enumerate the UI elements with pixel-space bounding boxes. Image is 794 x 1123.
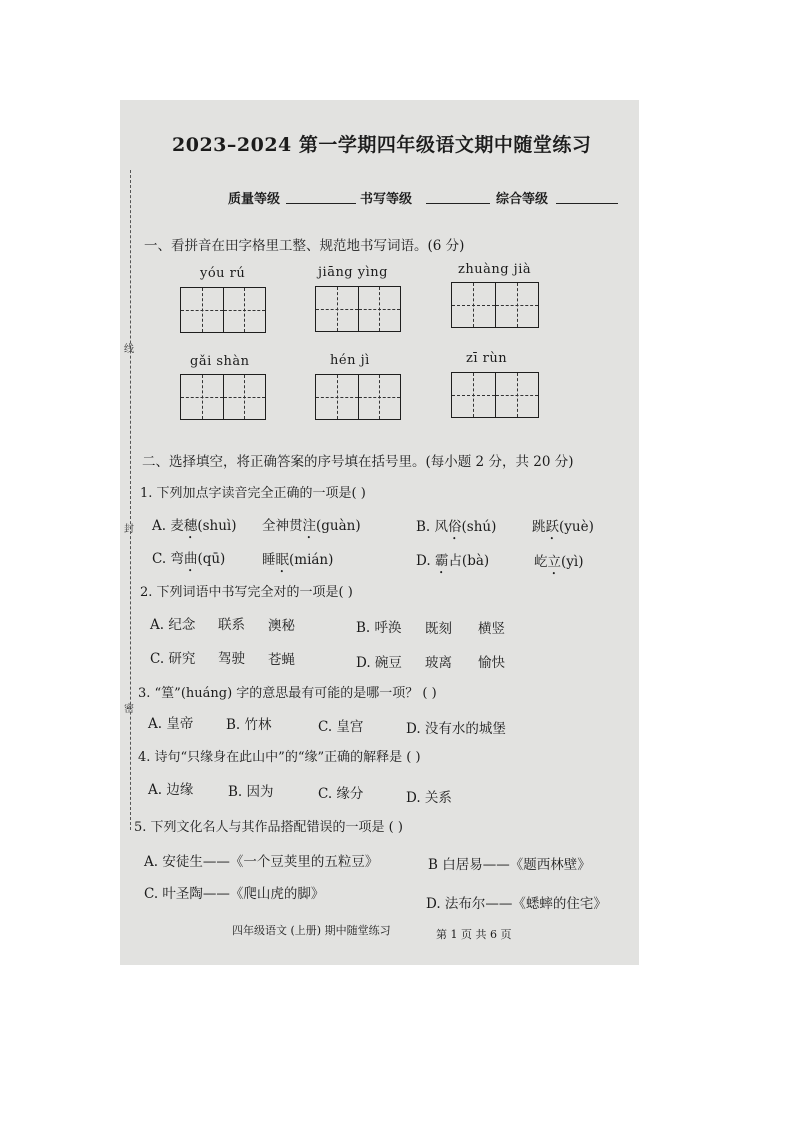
question-1: 1. 下列加点字读音完全正确的一项是( ) [140, 486, 366, 501]
q1-option-c1-suffix: (qū) [197, 551, 226, 567]
q3-option-d[interactable]: D. 没有水的城堡 [406, 721, 506, 737]
q2-option-d-word2: 玻离 [425, 655, 452, 671]
q2-option-b-word2: 既刻 [425, 621, 452, 637]
q1-option-a2-suffix: (guàn) [316, 518, 361, 534]
q1-option-b1-prefix: B. 风 [416, 519, 449, 535]
q2-option-d-word1[interactable]: D. 碗豆 [356, 655, 402, 671]
q1-option-b1[interactable] [416, 515, 496, 543]
binding-mark-line: 线 [124, 344, 134, 355]
q1-option-a1-suffix: (shuì) [197, 518, 237, 534]
q3-option-a[interactable]: A. 皇帝 [148, 716, 194, 732]
pinyin-word-6: zī rùn [466, 351, 508, 366]
quality-grade-blank[interactable] [286, 189, 356, 204]
q5-option-d[interactable]: D. 法布尔——《蟋蟀的住宅》 [426, 896, 607, 912]
q4-option-c[interactable]: C. 缘分 [318, 786, 364, 802]
q1-option-d2-dotted: 立 [547, 554, 561, 570]
q1-option-c2-dotted: 眠 [275, 552, 289, 568]
q2-option-a-word1[interactable]: A. 纪念 [150, 617, 196, 633]
exam-page [120, 100, 639, 965]
q3-option-c[interactable]: C. 皇宫 [318, 719, 364, 735]
q1-option-a1-prefix: A. 麦 [152, 518, 184, 534]
q5-option-a[interactable]: A. 安徒生——《一个豆荚里的五粒豆》 [144, 854, 379, 870]
writing-grid-1[interactable] [180, 287, 266, 333]
writing-grid-3[interactable] [451, 282, 539, 328]
q1-option-c2-prefix: 睡 [262, 552, 276, 568]
q1-option-a2-dotted: 注 [302, 518, 316, 534]
footer-page-number: 第 1 页 共 6 页 [436, 928, 512, 941]
q4-option-a[interactable]: A. 边缘 [148, 782, 194, 798]
q1-option-b2-suffix: (yuè) [559, 519, 594, 535]
q2-option-c-word2: 驾驶 [218, 651, 245, 667]
q5-option-b[interactable]: B 白居易——《题西林壁》 [428, 857, 591, 873]
q2-option-b-word1[interactable]: B. 呼涣 [356, 620, 402, 636]
q1-option-a2-prefix: 全神贯 [262, 518, 303, 534]
q1-option-d1[interactable] [416, 549, 489, 577]
pinyin-word-3: zhuàng jià [458, 262, 532, 277]
question-5: 5. 下列文化名人与其作品搭配错误的一项是 ( ) [134, 820, 403, 835]
overall-grade-blank[interactable] [556, 189, 618, 204]
binding-line [130, 170, 131, 830]
quality-grade-label: 质量等级 [228, 192, 281, 207]
binding-mark-secret: 密 [124, 704, 134, 715]
q1-option-d1-dotted: 霸 [434, 553, 449, 569]
q1-option-a2[interactable] [262, 514, 361, 542]
q1-option-b1-suffix: (shú) [461, 519, 497, 535]
q1-option-b2-dotted: 跃 [545, 519, 559, 535]
footer-title: 四年级语文 (上册) 期中随堂练习 [232, 924, 391, 937]
question-2: 2. 下列词语中书写完全对的一项是( ) [140, 585, 353, 600]
writing-grid-5[interactable] [315, 374, 401, 420]
q2-option-a-word3: 澳秘 [268, 618, 295, 634]
q2-option-c-word1[interactable]: C. 研究 [150, 651, 196, 667]
q2-option-a-word2: 联系 [218, 617, 245, 633]
pinyin-word-5: hén jì [330, 353, 370, 368]
question-4: 4. 诗句“只缘身在此山中”的“缘”正确的解释是 ( ) [138, 750, 421, 765]
q2-option-c-word3: 苍蝇 [268, 652, 295, 668]
binding-mark-seal: 封 [124, 524, 134, 535]
q1-option-c2-suffix: (mián) [289, 552, 334, 568]
overall-grade-label: 综合等级 [496, 192, 549, 207]
section1-heading: 一、看拼音在田字格里工整、规范地书写词语。(6 分) [144, 238, 465, 254]
q2-option-b-word3: 横竖 [478, 621, 505, 637]
exam-title: 2023–2024 第一学期四年级语文期中随堂练习 [172, 134, 592, 156]
q1-option-d2-suffix: (yì) [561, 554, 584, 570]
section2-heading: 二、选择填空，将正确答案的序号填在括号里。(每小题 2 分，共 20 分) [142, 454, 574, 470]
pinyin-word-1: yóu rú [200, 266, 246, 281]
q1-option-d2-prefix: 屹 [534, 554, 548, 570]
writing-grade-label: 书写等级 [360, 192, 413, 207]
q5-option-c[interactable]: C. 叶圣陶——《爬山虎的脚》 [144, 886, 325, 902]
q1-option-a1[interactable] [152, 514, 237, 542]
q1-option-c1[interactable] [152, 547, 225, 575]
q4-option-b[interactable]: B. 因为 [228, 784, 274, 800]
pinyin-word-2: jiāng yìng [318, 265, 388, 280]
q1-option-d1-prefix: D. [416, 553, 435, 569]
writing-grid-4[interactable] [180, 374, 266, 420]
writing-grade-blank[interactable] [426, 189, 490, 204]
writing-grid-6[interactable] [451, 372, 539, 418]
q1-option-b2-prefix: 跳 [532, 519, 546, 535]
q1-option-b2[interactable] [532, 515, 594, 543]
q1-option-c1-dotted: 曲 [183, 551, 198, 567]
q1-option-d2[interactable] [534, 550, 583, 578]
question-3: 3. “篁”(huáng) 字的意思最有可能的是哪一项？ ( ) [138, 686, 437, 701]
q3-option-b[interactable]: B. 竹林 [226, 717, 272, 733]
q1-option-c1-prefix: C. 弯 [152, 551, 184, 567]
q1-option-c2[interactable] [262, 548, 333, 576]
q1-option-b1-dotted: 俗 [448, 519, 462, 535]
writing-grid-2[interactable] [315, 286, 401, 332]
q1-option-a1-dotted: 穗 [183, 518, 198, 534]
q1-option-d1-suffix: 占(bà) [448, 553, 490, 569]
pinyin-word-4: gǎi shàn [190, 354, 250, 369]
q2-option-d-word3: 愉快 [478, 655, 505, 671]
q4-option-d[interactable]: D. 关系 [406, 790, 452, 806]
